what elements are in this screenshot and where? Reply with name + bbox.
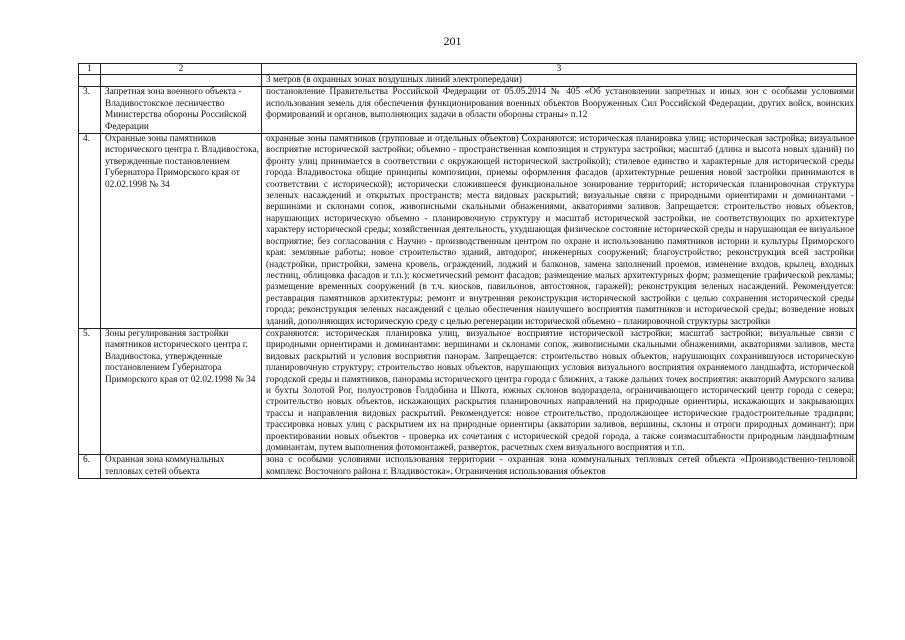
header-col-2: 2 <box>101 64 262 75</box>
zone-name: Запретная зона военного объекта - Владивостокское лесничество Министерства обороны Российской Федерации <box>101 87 262 134</box>
zone-description: 3 метров (в охранных зонах воздушных линий электропередачи) <box>262 75 857 87</box>
row-number: 4. <box>79 134 101 329</box>
zone-name: Зоны регулирования застройки памятников исторического центра г. Владивостока, утвержденные постановлением Губернатора Приморского края от 02.02.1998 № 34 <box>101 328 262 454</box>
header-col-3: 3 <box>262 64 857 75</box>
table-row <box>79 134 857 329</box>
table-row <box>79 328 857 454</box>
row-number: 5. <box>79 328 101 454</box>
zone-name: Охранная зона коммунальных тепловых сетей объекта <box>101 455 262 479</box>
zones-table <box>78 63 857 479</box>
row-number <box>79 75 101 87</box>
zone-description: сохраняются: историческая планировка улиц, визуальное восприятие исторической застройки; масштаб застройки; визуальные связи с природными ориентирами и доминантами: вершинами и склонами сопок, живописными скальными обнажениями, акваториями заливов, места видовых раскрытий и условия восприятия панорам. Запрещается: строительство новых объектов, нарушающих сохранившуюся историческую планировочную структуру; строительство новых объектов, нарушающих условия визуального восприятия охраняемого ландшафта, исторической городской среды и памятников, панорамы исторического центра города с ближних, а также дальних точек восприятия: акваторий Амурского залива и бухты Золотой Рог, полуостровов Голдобина и Шкота, южных склонов водораздела, ограничивающего исторический центр города с севера; строительство новых объектов, искажающих раскрытия планировочных направлений на природные ориентиры, искажающих и закрывающих трассы и направления видовых раскрытий. Рекомендуется: новое строительство, продолжающее исторические градостроительные традиции; трассировка новых улиц с раскрытием их на природные ориентиры (акватории заливов, вершины, склоны и отроги природных доминант); при проектировании новых объектов - проверка их сочетания с исторической средой города, а также соизмасштабности природным ландшафтным доминантам, путем выполнения фотомонтажей, разверток, расчетных схем визуального восприятия и т.п. <box>262 328 857 454</box>
table-header-row <box>79 64 857 75</box>
zone-description: охранные зоны памятников (групповые и отдельных объектов) Сохраняются: историческая планировка улиц; историческая застройка; визуальное восприятие исторической застройки; объемно - пространственная композиция и структура застройки; масштаб (длина и высота новых зданий) по фронту улиц принимается в соответствии с окружающей исторической застройкой); стилевое единство и характерные для исторической среды города Владивостока общие принципы композиции, приемы оформления фасадов (архитектурные решения новой застройки принимаются в соответствии с исторической); исторически сложившееся функциональное зонирование территорий; историческая планировочная структура зеленых насаждений и открытых пространств; места видовых раскрытий; визуальные связи с природными ориентирами и доминантами - вершинами и склонами сопок, живописными скальными обнажениями, акваториями заливов. Запрещается: строительство новых объектов, нарушающих историческую объемно - планировочную структуру и масштаб исторической застройки, не соответствующих по архитектуре характеру исторической среды; хозяйственная деятельность, ухудшающая физическое состояние исторической среды и нарушающая ее визуальное восприятие; без согласования с Научно - производственным центром по охране и использованию памятников истории и культуры Приморского края: земляные работы; новое строительство зданий, автодорог, инженерных сооружений; благоустройство; реконструкция всей застройки (надстройки, пристройки, замена кровель, ограждений, лоджий и балконов, замена заполнений проемов, изменение входов, крылец, входных лестниц, облицовка фасадов и т.п.); косметический ремонт фасадов; размещение малых архитектурных форм; размещение графической рекламы; размещение временных сооружений (в т.ч. киосков, павильонов, автостоянок, гаражей); реконструкция зеленых насаждений. Рекомендуется: реставрация памятников архитектуры; ремонт и внутренняя реконструкция исторической застройки с целью сохранения исторической среды города; реконструкция зеленых насаждений с целью обеспечения наилучшего восприятия памятников и исторической среды; возведение новых зданий, дополняющих историческую среду с целью регенерации исторической объемно - планировочной структуры застройки <box>262 134 857 329</box>
table-row <box>79 455 857 479</box>
row-number: 6. <box>79 455 101 479</box>
table-row <box>79 75 857 87</box>
zone-description: зона с особыми условиями использования территории - охранная зона коммунальных тепловых сетей объекта «Производственно-тепловой комплекс Восточного района г. Владивостока». Ограничения использования объектов <box>262 455 857 479</box>
zone-description: постановление Правительства Российской Федерации от 05.05.2014 № 405 «Об установлении запретных и иных зон с особыми условиями использования земель для обеспечения функционирования военных объектов Вооруженных Сил Российской Федерации, других войск, воинских формирований и органов, выполняющих задачи в области обороны страны» п.12 <box>262 87 857 134</box>
table-row <box>79 87 857 134</box>
page-number: 201 <box>443 34 462 48</box>
zone-name <box>101 75 262 87</box>
header-col-1: 1 <box>79 64 101 75</box>
row-number: 3. <box>79 87 101 134</box>
zone-name: Охранные зоны памятников исторического центра г. Владивостока, утвержденные постановлением Губернатора Приморского края от 02.02.1998 № 34 <box>101 134 262 329</box>
